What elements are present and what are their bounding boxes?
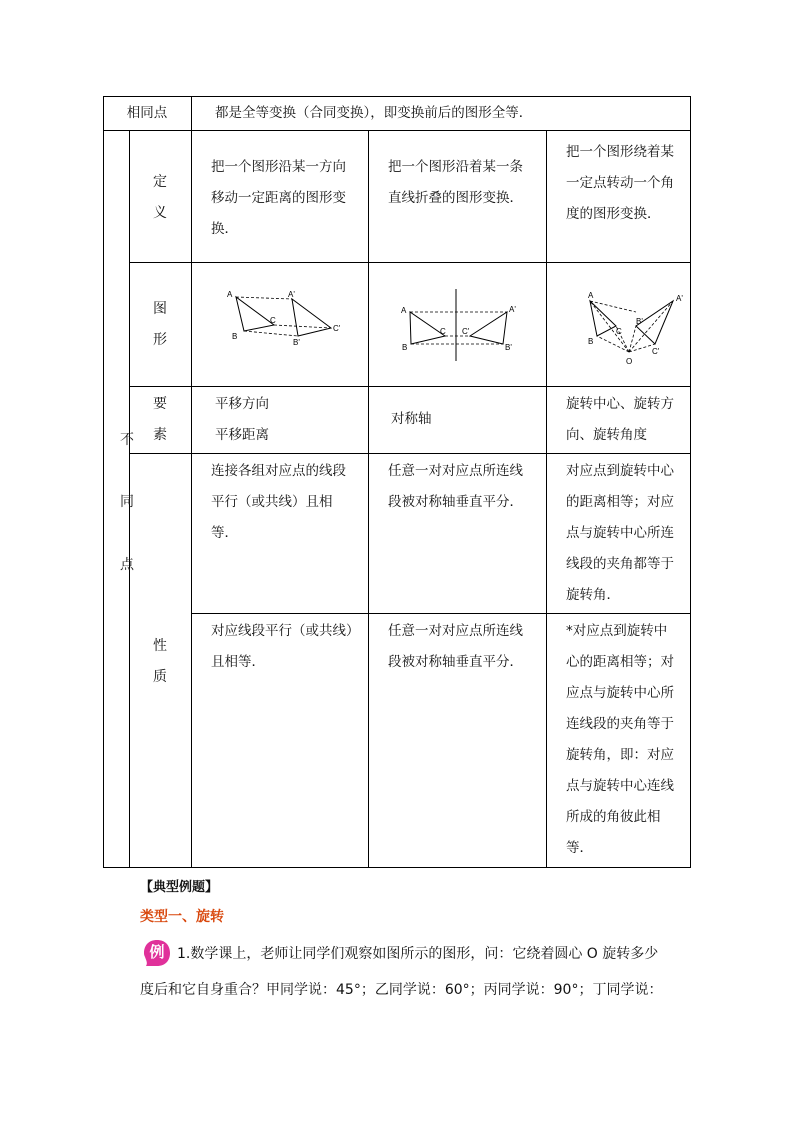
elements-reflection: 对称轴 (391, 411, 432, 427)
point-label: C (616, 327, 622, 336)
dashed-line (597, 336, 629, 352)
property-rotation-lower: *对应点到旋转中心的距离相等；对应点与旋转中心所连线段的夹角等于旋转角，即：对应点与旋转中心连线所成的角彼此相等． (566, 623, 674, 856)
point-label: B (402, 343, 408, 352)
example-badge-label: 例 (149, 943, 165, 961)
elements-label (130, 389, 190, 451)
point-label: B (588, 337, 594, 346)
fragment-char: 不 (120, 432, 134, 448)
definition-label (130, 167, 190, 229)
point-label: A (227, 290, 233, 299)
table-divider (129, 453, 691, 454)
elements-rotation: 旋转中心、旋转方向、旋转角度 (566, 396, 674, 443)
section-type-label: 类型一、旋转 (140, 909, 224, 925)
table-divider (129, 262, 691, 263)
original-triangle (236, 297, 274, 331)
point-label: A' (288, 290, 295, 299)
point-label: A (588, 291, 594, 300)
definition-translation: 把一个图形沿某一方向移动一定距离的图形变换． (211, 159, 346, 237)
table-border-left (103, 96, 104, 868)
reflection-figure (393, 286, 528, 366)
dashed-line (236, 297, 292, 299)
point-label: B' (293, 338, 300, 346)
point-label: A' (509, 305, 516, 314)
definition-label-char-1: 定 (153, 174, 167, 190)
property-translation-lower: 对应线段平行（或共线）且相等． (211, 623, 353, 670)
rotation-figure (578, 286, 690, 366)
same-point-text: 都是全等变换（合同变换），即变换前后的图形全等． (215, 105, 533, 121)
property-translation-upper: 连接各组对应点的线段平行（或共线）且相等． (211, 463, 346, 541)
figure-label (130, 294, 190, 356)
point-label: C' (333, 324, 341, 333)
table-divider (546, 130, 547, 868)
fragment-char: 点 (120, 557, 134, 573)
point-label: O (626, 357, 633, 366)
table-divider (368, 130, 369, 868)
figure-label-char-1: 图 (153, 301, 167, 317)
reflected-triangle (470, 312, 507, 344)
point-label: B' (505, 343, 512, 352)
example-text-line-2: 度后和它自身重合？甲同学说：45°；乙同学说：60°；丙同学说：90°；丁同学说： (140, 982, 663, 998)
comparison-table (103, 96, 691, 868)
table-border-right (690, 96, 691, 868)
property-label-char-2: 质 (153, 669, 167, 685)
section-title: 【典型例题】 (140, 880, 219, 895)
elements-label-char-2: 素 (153, 427, 167, 443)
figure-label-char-2: 形 (153, 332, 167, 348)
point-label: B' (636, 317, 643, 326)
property-label-char-1: 性 (153, 638, 167, 654)
dashed-line (274, 325, 331, 328)
point-label: C (270, 316, 276, 325)
fragment-char: 同 (120, 494, 134, 510)
point-label: C' (652, 347, 660, 356)
dashed-line (244, 331, 298, 336)
property-rotation-upper: 对应点到旋转中心的距离相等；对应点与旋转中心所连线段的夹角都等于旋转角． (566, 463, 674, 603)
point-label: A' (676, 294, 683, 303)
translated-triangle (292, 299, 331, 336)
table-divider (191, 96, 192, 868)
point-label: A (401, 306, 407, 315)
example-text-line-1: 1.数学课上，老师让同学们观察如图所示的图形，问：它绕着圆心 O 旋转多少 (177, 946, 659, 962)
translation-figure (218, 286, 353, 346)
point-label: C' (462, 327, 470, 336)
property-label (130, 631, 190, 693)
table-divider (191, 613, 691, 614)
elements-translation-line-1: 平移方向 (215, 396, 269, 412)
property-reflection-lower: 任意一对对应点所连线段被对称轴垂直平分． (388, 623, 523, 670)
elements-translation-line-2: 平移距离 (215, 427, 269, 443)
property-reflection-upper: 任意一对对应点所连线段被对称轴垂直平分． (388, 463, 523, 510)
definition-reflection: 把一个图形沿着某一条直线折叠的图形变换． (388, 159, 523, 206)
table-divider (129, 386, 691, 387)
definition-label-char-2: 义 (153, 205, 167, 221)
point-label: B (232, 332, 238, 341)
elements-translation (215, 389, 357, 451)
definition-rotation: 把一个图形绕着某一定点转动一个角度的图形变换． (566, 144, 674, 222)
same-point-label: 相同点 (126, 105, 168, 121)
dashed-line (590, 301, 629, 352)
point-label: C (440, 327, 446, 336)
elements-label-char-1: 要 (153, 396, 167, 412)
